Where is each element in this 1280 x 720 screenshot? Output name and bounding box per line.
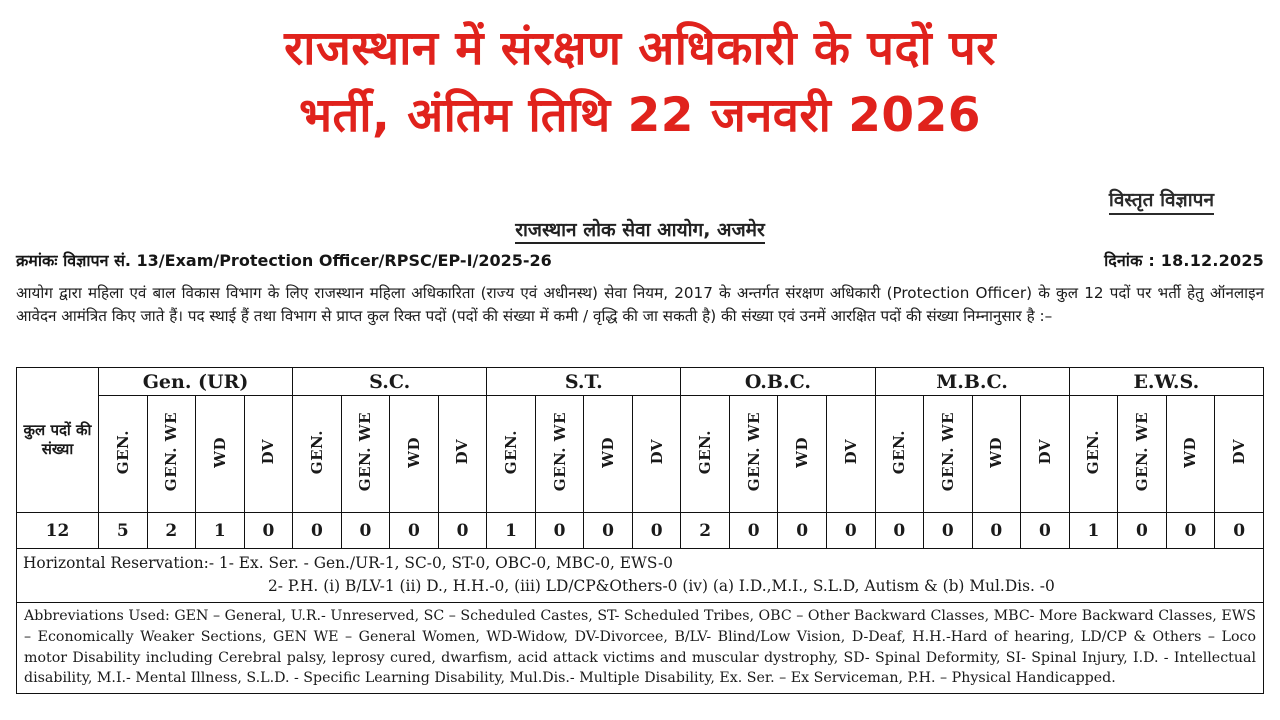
cell-value: 2 <box>681 513 730 549</box>
subheader-label: GEN. WE <box>550 412 569 492</box>
subheader-wd <box>390 396 439 513</box>
subheader-label: WD <box>987 436 1006 468</box>
subheader-gen-we <box>729 396 778 513</box>
cell-value: 0 <box>535 513 584 549</box>
subheader-label: WD <box>210 436 229 468</box>
cell-value: 0 <box>1215 513 1264 549</box>
cell-value: 0 <box>632 513 681 549</box>
cell-value: 0 <box>826 513 875 549</box>
subheader-gen-we <box>1118 396 1167 513</box>
subheader-wd <box>778 396 827 513</box>
subheader-gen <box>487 396 536 513</box>
cell-value: 0 <box>1166 513 1215 549</box>
subheader-dv <box>632 396 681 513</box>
subheader-label: DV <box>841 439 860 465</box>
subheader-gen <box>99 396 148 513</box>
cell-value: 0 <box>875 513 924 549</box>
cell-value: 2 <box>147 513 196 549</box>
total-posts-value: 12 <box>17 513 99 549</box>
subheader-gen-we <box>341 396 390 513</box>
subheader-dv <box>1021 396 1070 513</box>
subheader-label: GEN. <box>696 429 715 475</box>
cell-value: 0 <box>341 513 390 549</box>
total-posts-header: कुल पदों की संख्या <box>17 368 99 513</box>
advertisement-date: दिनांक : 18.12.2025 <box>1104 251 1264 270</box>
subheader-gen-we <box>147 396 196 513</box>
subheader-label: WD <box>793 436 812 468</box>
cell-value: 1 <box>1069 513 1118 549</box>
cell-value: 0 <box>1021 513 1070 549</box>
subheader-label: GEN. WE <box>356 412 375 492</box>
subheader-label: DV <box>1230 439 1249 465</box>
cell-value: 0 <box>729 513 778 549</box>
group-header-s-t: S.T. <box>487 368 681 396</box>
cell-value: 0 <box>584 513 633 549</box>
group-header-e-w-s: E.W.S. <box>1069 368 1263 396</box>
subheader-label: DV <box>453 439 472 465</box>
subheader-wd <box>196 396 245 513</box>
cell-value: 0 <box>390 513 439 549</box>
horizontal-reservation-line-2: 2- P.H. (i) B/LV-1 (ii) D., H.H.-0, (iii) LD/CP&Others-0 (iv) (a) I.D.,M.I., S.L.D, Autism & (b) Mul.Dis. -0 <box>268 577 1055 596</box>
subheader-gen-we <box>924 396 973 513</box>
subheader-label: GEN. <box>113 429 132 475</box>
subheader-gen <box>681 396 730 513</box>
subheader-gen <box>875 396 924 513</box>
group-header-o-b-c: O.B.C. <box>681 368 875 396</box>
issuing-authority-label: राजस्थान लोक सेवा आयोग, अजमेर <box>515 219 765 244</box>
subheader-dv <box>826 396 875 513</box>
subheader-label: GEN. <box>502 429 521 475</box>
table-subheader-row <box>17 396 1264 513</box>
page-headline <box>0 0 1280 149</box>
subheader-label: GEN. <box>307 429 326 475</box>
subheader-label: GEN. <box>890 429 909 475</box>
cell-value: 0 <box>1118 513 1167 549</box>
subheader-gen <box>293 396 342 513</box>
subheader-gen-we <box>535 396 584 513</box>
subheader-label: GEN. WE <box>744 412 763 492</box>
subheader-label: GEN. <box>1084 429 1103 475</box>
post-distribution-section <box>16 367 1264 694</box>
horizontal-reservation-line-1: Horizontal Reservation:- 1- Ex. Ser. - Gen./UR-1, SC-0, ST-0, OBC-0, MBC-0, EWS-0 <box>23 554 673 572</box>
subheader-label: DV <box>647 439 666 465</box>
cell-value: 0 <box>924 513 973 549</box>
notice-paragraph: आयोग द्वारा महिला एवं बाल विकास विभाग के लिए राजस्थान महिला अधिकारिता (राज्य एवं अधीनस्थ) सेवा नियम, 2017 के अन्तर्गत संरक्षण अधिकारी (Protection Officer) के कुल 12 पदों पर भर्ती हेतु ऑनलाइन आवेदन आमंत्रित किए जाते हैं। पद स्थाई हैं तथा विभाग से प्राप्त कुल रिक्त पदों (पदों की संख्या में कमी / वृद्धि की जा सकती है) की संख्या एवं उनमें आरक्षित पदों की संख्या निम्नानुसार है :– <box>16 284 1264 326</box>
subheader-wd <box>1166 396 1215 513</box>
subheader-dv <box>438 396 487 513</box>
subheader-label: GEN. WE <box>938 412 957 492</box>
cell-value: 5 <box>99 513 148 549</box>
cell-value: 0 <box>778 513 827 549</box>
cell-value: 0 <box>244 513 293 549</box>
subheader-label: DV <box>259 439 278 465</box>
subheader-dv <box>1215 396 1264 513</box>
cell-value: 0 <box>293 513 342 549</box>
cell-value: 1 <box>196 513 245 549</box>
reference-row <box>16 249 1264 271</box>
table-group-header-row <box>17 368 1264 396</box>
group-header-m-b-c: M.B.C. <box>875 368 1069 396</box>
subheader-wd <box>972 396 1021 513</box>
subheader-label: WD <box>599 436 618 468</box>
group-header-gen-ur: Gen. (UR) <box>99 368 293 396</box>
horizontal-reservation-box <box>16 549 1264 603</box>
subheader-label: DV <box>1035 439 1054 465</box>
table-row <box>17 513 1264 549</box>
abbreviations-box: Abbreviations Used: GEN – General, U.R.- Unreserved, SC – Scheduled Castes, ST- Scheduled Tribes, OBC – Other Backward Classes, MBC- More Backward Classes, EWS – Economically Weaker Sections, GEN WE – General Women, WD-Widow, DV-Divorcee, B/LV- Blind/Low Vision, D-Deaf, H.H.-Hard of hearing, LD/CP & Others – Loco motor Disability including Cerebral palsy, leprosy cured, dwarfism, acid attack victims and muscular dystrophy, SD- Spinal Deformity, SI- Spinal Injury, I.D. - Intellectual disability, M.I.- Mental Illness, S.L.D. - Specific Learning Disability, Mul.Dis.- Multiple Disability, Ex. Ser. – Ex Serviceman, P.H. – Physical Handicapped. <box>16 603 1264 694</box>
cell-value: 0 <box>438 513 487 549</box>
headline-line-1: राजस्थान में संरक्षण अधिकारी के पदों पर <box>284 21 996 76</box>
cell-value: 1 <box>487 513 536 549</box>
subheader-gen <box>1069 396 1118 513</box>
detailed-advertisement-stamp: विस्तृत विज्ञापन <box>1109 186 1214 215</box>
issuing-authority <box>0 216 1280 242</box>
subheader-label: GEN. WE <box>1132 412 1151 492</box>
headline-line-2: भर्ती, अंतिम तिथि 22 जनवरी 2026 <box>298 87 982 143</box>
subheader-wd <box>584 396 633 513</box>
cell-value: 0 <box>972 513 1021 549</box>
subheader-label: GEN. WE <box>162 412 181 492</box>
subheader-label: WD <box>1181 436 1200 468</box>
subheader-label: WD <box>404 436 423 468</box>
group-header-s-c: S.C. <box>293 368 487 396</box>
subheader-dv <box>244 396 293 513</box>
post-distribution-table <box>16 367 1264 549</box>
advertisement-number: क्रमांकः विज्ञापन सं. 13/Exam/Protection Officer/RPSC/EP-I/2025-26 <box>16 251 552 270</box>
